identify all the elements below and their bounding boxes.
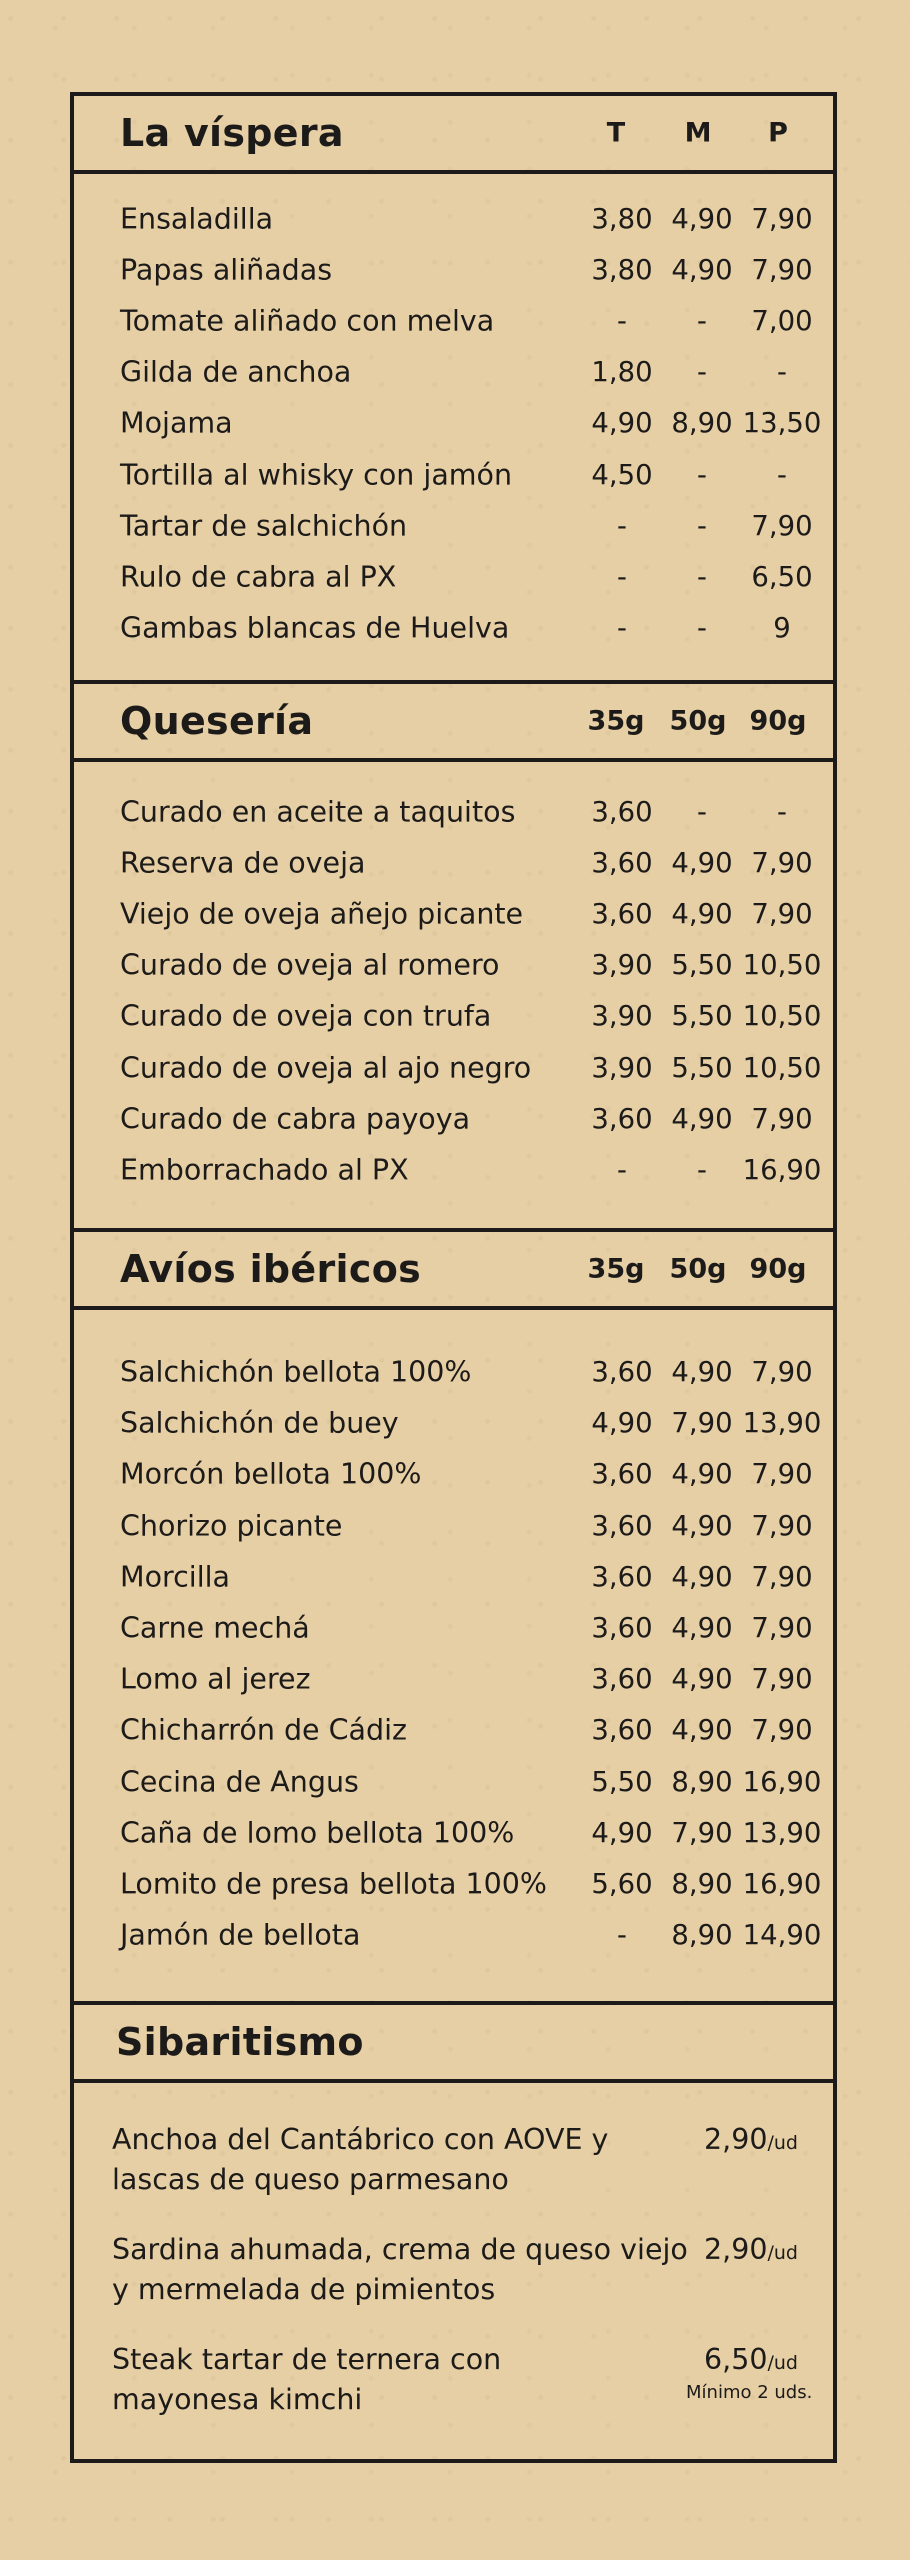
price-large: 7,90: [751, 1612, 813, 1644]
menu-item-row: [70, 843, 837, 883]
item-name: Morcón bellota 100%: [120, 1457, 422, 1491]
item-price: [704, 2340, 798, 2383]
menu-item-row: [70, 1150, 837, 1190]
price-small: 4,90: [591, 407, 653, 440]
price-small: 3,90: [591, 1051, 653, 1084]
item-description: [112, 2230, 688, 2310]
item-name: Jamón de bellota: [120, 1918, 361, 1952]
price-small: 4,90: [591, 1816, 653, 1849]
price-medium: -: [697, 356, 707, 389]
price-small: 4,90: [591, 1407, 653, 1440]
price-small: 3,60: [591, 847, 653, 880]
price-small: 3,60: [591, 1356, 653, 1388]
price-medium: 4,90: [671, 1714, 733, 1747]
price-large: 16,90: [742, 1765, 822, 1798]
item-name: Salchichón bellota 100%: [120, 1355, 472, 1389]
menu-item-row: [70, 199, 837, 239]
column-header-t: T: [606, 117, 626, 149]
price-large: 13,50: [742, 407, 822, 440]
price-large: 7,90: [751, 1509, 813, 1542]
section-title: Sibaritismo: [116, 2020, 364, 2064]
price-large: 7,90: [751, 1714, 813, 1747]
price-value: 6,50: [704, 2343, 768, 2376]
menu-item-row: [70, 1352, 837, 1392]
column-header-90g: 90g: [749, 1253, 807, 1285]
sibaritismo-item: [70, 2120, 837, 2204]
price-large: 7,00: [751, 305, 813, 338]
price-medium: -: [697, 796, 707, 828]
item-description-line: Sardina ahumada, crema de queso viejo: [112, 2233, 688, 2266]
menu-item-row: [70, 1048, 837, 1088]
price-medium: 4,90: [671, 1509, 733, 1542]
price-medium: 5,50: [671, 1000, 733, 1033]
item-name: Papas aliñadas: [120, 253, 333, 287]
item-description-line: lascas de queso parmesano: [112, 2163, 509, 2196]
item-name: Chorizo picante: [120, 1509, 343, 1543]
price-large: 7,90: [751, 1560, 813, 1593]
item-name: Salchichón de buey: [120, 1406, 399, 1440]
menu-item-row: [70, 1710, 837, 1750]
column-header-50g: 50g: [669, 1253, 727, 1285]
price-medium: -: [697, 560, 707, 593]
price-small: 3,60: [591, 1560, 653, 1593]
column-header-m: M: [684, 117, 712, 149]
item-description: [112, 2120, 608, 2200]
item-name: Chicharrón de Cádiz: [120, 1713, 407, 1747]
section-header-sibaritismo: [70, 2001, 837, 2083]
price-medium: 8,90: [671, 1765, 733, 1798]
section-header-queseria: [70, 680, 837, 762]
price-large: 16,90: [742, 1868, 822, 1900]
price-small: 4,50: [591, 458, 653, 491]
item-name: Emborrachado al PX: [120, 1153, 409, 1187]
menu-item-row: [70, 557, 837, 597]
price-small: 3,90: [591, 1000, 653, 1033]
price-large: -: [777, 458, 787, 491]
menu-item-row: [70, 1506, 837, 1546]
price-medium: 7,90: [671, 1816, 733, 1849]
menu-item-row: [70, 1915, 837, 1955]
item-description: [112, 2340, 501, 2420]
item-name: Gambas blancas de Huelva: [120, 611, 510, 645]
price-large: 10,50: [742, 1000, 822, 1033]
price-large: 16,90: [742, 1153, 822, 1186]
price-small: 3,60: [591, 1509, 653, 1542]
menu-item-row: [70, 1659, 837, 1699]
menu-item-row: [70, 792, 837, 832]
price-small: 3,60: [591, 1458, 653, 1491]
price-medium: 4,90: [671, 1663, 733, 1696]
price-medium: -: [697, 611, 707, 644]
price-medium: 4,90: [671, 254, 733, 287]
item-description-line: mayonesa kimchi: [112, 2383, 363, 2416]
price-small: 3,60: [591, 898, 653, 931]
item-name: Reserva de oveja: [120, 846, 366, 880]
menu-item-row: [70, 945, 837, 985]
price-small: -: [617, 305, 627, 338]
price-medium: 4,90: [671, 1612, 733, 1644]
price-small: 1,80: [591, 356, 653, 389]
price-medium: 4,90: [671, 898, 733, 931]
price-large: 6,50: [751, 560, 813, 593]
column-header-90g: 90g: [749, 705, 807, 737]
item-name: Rulo de cabra al PX: [120, 560, 397, 594]
price-small: 5,60: [591, 1868, 653, 1900]
price-large: 7,90: [751, 254, 813, 287]
column-header-50g: 50g: [669, 705, 727, 737]
price-value: 2,90: [704, 2123, 768, 2156]
price-large: 7,90: [751, 1356, 813, 1388]
menu-item-row: [70, 1454, 837, 1494]
price-small: -: [617, 1919, 627, 1952]
item-name: Carne mechá: [120, 1611, 310, 1645]
item-name: Curado de oveja al ajo negro: [120, 1051, 532, 1084]
sibaritismo-item: [70, 2340, 837, 2424]
price-large: 7,90: [751, 847, 813, 880]
price-small: 3,60: [591, 1714, 653, 1747]
section-title: La víspera: [120, 111, 344, 155]
section-title: Quesería: [120, 699, 314, 743]
menu-item-row: [70, 608, 837, 648]
price-unit: /ud: [767, 2242, 798, 2264]
price-large: 10,50: [742, 949, 822, 982]
price-large: 13,90: [742, 1816, 822, 1849]
section-header-avios-ibericos: [70, 1228, 837, 1310]
price-small: -: [617, 1153, 627, 1186]
menu-item-row: [70, 1608, 837, 1648]
price-unit: /ud: [767, 2352, 798, 2374]
menu-item-row: [70, 894, 837, 934]
price-medium: 4,90: [671, 203, 733, 235]
section-header-la-vispera: [70, 92, 837, 174]
menu-item-row: [70, 1403, 837, 1443]
price-small: 3,60: [591, 1102, 653, 1135]
price-medium: 8,90: [671, 1868, 733, 1900]
item-name: Tortilla al whisky con jamón: [120, 458, 513, 491]
price-medium: 4,90: [671, 1356, 733, 1388]
item-description-line: Anchoa del Cantábrico con AOVE y: [112, 2123, 609, 2156]
price-small: 3,60: [591, 1612, 653, 1644]
price-medium: 4,90: [671, 1102, 733, 1135]
price-medium: -: [697, 458, 707, 491]
price-large: 13,90: [742, 1407, 822, 1440]
menu-item-row: [70, 250, 837, 290]
price-large: 7,90: [751, 1458, 813, 1491]
item-name: Lomito de presa bellota 100%: [120, 1867, 548, 1901]
menu-item-row: [70, 1557, 837, 1597]
price-large: 7,90: [751, 1663, 813, 1696]
menu-item-row: [70, 301, 837, 341]
item-name: Tomate aliñado con melva: [120, 304, 495, 338]
sibaritismo-item: [70, 2230, 837, 2314]
item-price: [704, 2120, 798, 2163]
item-name: Caña de lomo bellota 100%: [120, 1816, 515, 1850]
price-large: -: [777, 796, 787, 828]
price-unit: /ud: [767, 2132, 798, 2154]
price-medium: 4,90: [671, 1560, 733, 1593]
item-name: Viejo de oveja añejo picante: [120, 897, 524, 931]
section-title: Avíos ibéricos: [120, 1247, 422, 1291]
price-medium: -: [697, 305, 707, 338]
price-small: 3,80: [591, 203, 653, 235]
price-large: 10,50: [742, 1051, 822, 1084]
price-small: 3,60: [591, 1663, 653, 1696]
price-medium: -: [697, 1153, 707, 1186]
price-small: 3,80: [591, 254, 653, 287]
price-medium: 4,90: [671, 1458, 733, 1491]
price-medium: 8,90: [671, 407, 733, 440]
price-small: 3,60: [591, 796, 653, 828]
price-medium: 5,50: [671, 1051, 733, 1084]
price-medium: 8,90: [671, 1919, 733, 1952]
menu-item-row: [70, 403, 837, 443]
menu-item-row: [70, 996, 837, 1036]
menu-item-row: [70, 506, 837, 546]
item-name: Curado de oveja con trufa: [120, 999, 492, 1033]
price-small: -: [617, 509, 627, 542]
item-name: Cecina de Angus: [120, 1765, 359, 1799]
menu-item-row: [70, 352, 837, 392]
price-large: 7,90: [751, 203, 813, 235]
price-large: 7,90: [751, 898, 813, 931]
menu-item-row: [70, 455, 837, 495]
column-header-35g: 35g: [587, 1253, 645, 1285]
item-description-line: Steak tartar de ternera con: [112, 2343, 502, 2376]
item-name: Mojama: [120, 406, 233, 440]
price-medium: 4,90: [671, 847, 733, 880]
item-name: Curado en aceite a taquitos: [120, 795, 516, 829]
price-large: 14,90: [742, 1919, 822, 1952]
price-value: 2,90: [704, 2233, 768, 2266]
price-small: 5,50: [591, 1765, 653, 1798]
item-name: Gilda de anchoa: [120, 355, 352, 389]
price-medium: 7,90: [671, 1407, 733, 1440]
price-small: 3,90: [591, 949, 653, 982]
item-name: Ensaladilla: [120, 202, 274, 236]
price-small: -: [617, 611, 627, 644]
item-name: Lomo al jerez: [120, 1662, 311, 1696]
menu-item-row: [70, 1762, 837, 1802]
item-price: [704, 2230, 798, 2273]
price-small: -: [617, 560, 627, 593]
item-name: Morcilla: [120, 1560, 231, 1594]
menu-item-row: [70, 1099, 837, 1139]
column-header-35g: 35g: [587, 705, 645, 737]
column-header-p: P: [768, 117, 788, 149]
item-name: Curado de oveja al romero: [120, 948, 500, 982]
price-large: 7,90: [751, 509, 813, 542]
price-large: -: [777, 356, 787, 389]
minimum-note: Mínimo 2 uds.: [686, 2382, 813, 2403]
menu-item-row: [70, 1864, 837, 1904]
item-description-line: y mermelada de pimientos: [112, 2273, 496, 2306]
price-large: 9: [773, 611, 791, 644]
price-large: 7,90: [751, 1102, 813, 1135]
item-name: Curado de cabra payoya: [120, 1102, 471, 1136]
price-medium: 5,50: [671, 949, 733, 982]
menu-item-row: [70, 1813, 837, 1853]
item-name: Tartar de salchichón: [120, 509, 408, 543]
price-medium: -: [697, 509, 707, 542]
